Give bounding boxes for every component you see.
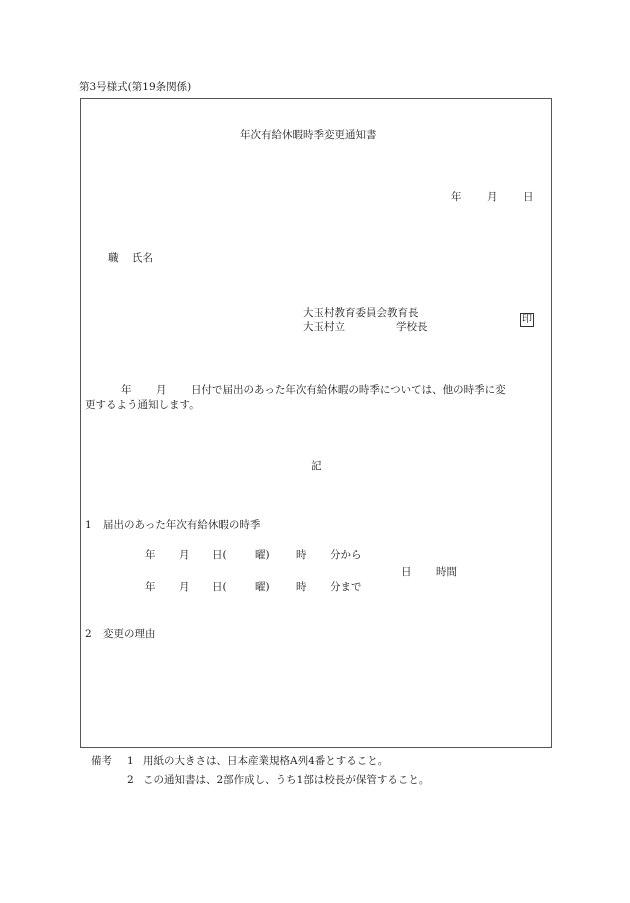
date-year: 年 (451, 191, 462, 203)
from-year: 年 (145, 549, 156, 561)
total-day: 日 (401, 566, 412, 578)
sender-superintendent: 大玉村教育委員会教育長 (303, 307, 419, 319)
body-month: 月 (156, 384, 167, 396)
date-month: 月 (487, 191, 498, 203)
body-text-line1: 日付で届出のあった年次有給休暇の時季については、他の時季に変 (191, 384, 506, 396)
note2-text: この通知書は、2部作成し、うち1部は校長が保管すること。 (143, 774, 430, 786)
to-day: 日( (212, 581, 227, 593)
recipient-position: 職 (108, 252, 119, 264)
from-day: 日( (212, 549, 227, 561)
to-minute: 分まで (330, 581, 362, 593)
total-hours: 時間 (436, 566, 457, 578)
note1-text: 用紙の大きさは、日本産業規格A列4番とすること。 (143, 755, 389, 767)
date-day: 日 (523, 191, 534, 203)
note2-number: 2 (127, 774, 134, 786)
from-minute: 分から (330, 549, 362, 561)
document-title: 年次有給休暇時季変更通知書 (240, 129, 377, 141)
form-border (80, 98, 552, 748)
notes-heading: 備考 (91, 755, 112, 767)
to-hour: 時 (296, 581, 307, 593)
note1-number: 1 (127, 755, 134, 767)
body-text-line2: 更するよう通知します。 (85, 399, 200, 411)
from-weekday: 曜) (255, 549, 270, 561)
form-number-header: 第3号様式(第19条関係) (79, 81, 192, 93)
ki-heading: 記 (311, 460, 322, 472)
item2-number: 2 (85, 628, 92, 640)
from-hour: 時 (296, 549, 307, 561)
body-year: 年 (121, 384, 132, 396)
seal-mark: 印 (522, 314, 532, 325)
item1-number: 1 (85, 519, 92, 531)
sender-principal: 学校長 (396, 321, 428, 333)
sender-school-prefix: 大玉村立 (303, 321, 345, 333)
to-weekday: 曜) (255, 581, 270, 593)
item1-label: 届出のあった年次有給休暇の時季 (103, 519, 261, 531)
to-month: 月 (179, 581, 190, 593)
to-year: 年 (145, 581, 156, 593)
recipient-name: 氏名 (132, 252, 153, 264)
item2-label: 変更の理由 (103, 628, 156, 640)
from-month: 月 (179, 549, 190, 561)
